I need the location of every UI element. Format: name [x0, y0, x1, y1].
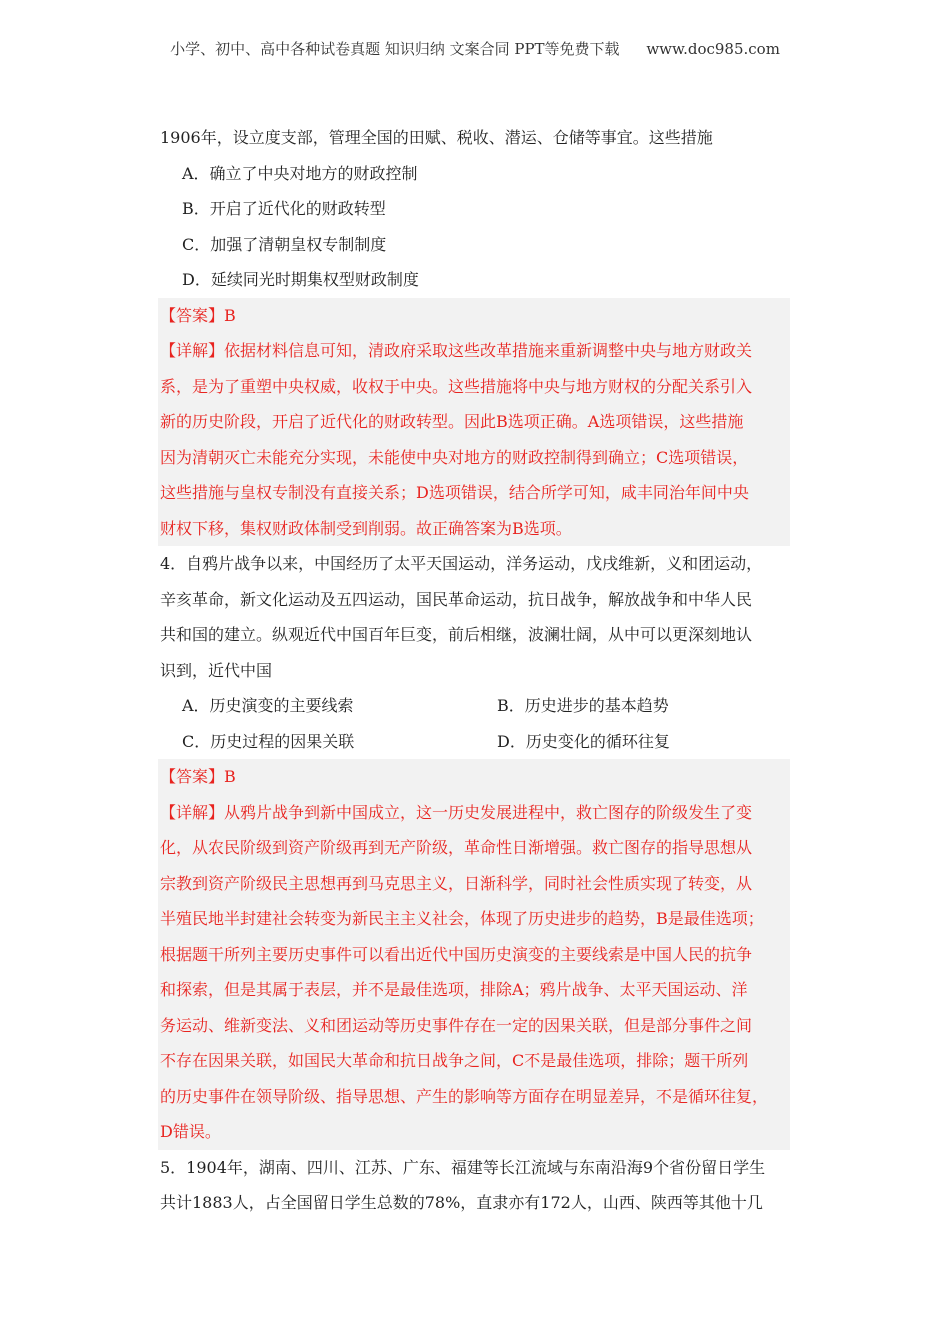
question-4-options-row-2: [160, 724, 790, 760]
header-text: 小学、初中、高中各种试卷真题 知识归纳 文案合同 PPT等免费下载: [170, 40, 620, 58]
question-4-options-row-1: [160, 688, 790, 724]
question-3-answer-block: [158, 298, 790, 547]
question-3-option-b: B．开启了近代化的财政转型: [182, 199, 386, 218]
question-3-option-c: C．加强了清朝皇权专制制度: [182, 234, 387, 254]
question-3-option-a: A．确立了中央对地方的财政控制: [182, 163, 418, 183]
question-4-stem-line: 辛亥革命，新文化运动及五四运动，国民革命运动，抗日战争，解放战争和中华人民: [160, 589, 753, 609]
question-4-detail-line: 和探索，但是其属于表层，并不是最佳选项，排除A；鸦片战争、太平天国运动、洋: [160, 980, 748, 999]
question-4-detail-line: 化，从农民阶级到资产阶级再到无产阶级，革命性日渐增强。救亡图存的指导思想从: [160, 838, 753, 857]
question-4-stem-line: 4．自鸦片战争以来，中国经历了太平天国运动，洋务运动，戊戌维新，义和团运动，: [160, 554, 763, 573]
question-3-detail-line: 财权下移，集权财政体制受到削弱。故正确答案为B选项。: [160, 518, 572, 538]
question-4-answer-block: [158, 759, 790, 1150]
question-4-detail-line: 不存在因果关联，如国民大革命和抗日战争之间，C不是最佳选项，排除；题干所列: [160, 1051, 749, 1070]
header-site: www.doc985.com: [646, 40, 780, 58]
question-3-stem: 1906年，设立度支部，管理全国的田赋、税收、潜运、仓储等事宜。这些措施: [160, 128, 713, 147]
question-3: [160, 120, 790, 546]
question-4-stem-line: 共和国的建立。纵观近代中国百年巨变，前后相继，波澜壮阔，从中可以更深刻地认: [160, 625, 753, 644]
question-3-detail-line: 因为清朝灭亡未能充分实现，未能使中央对地方的财政控制得到确立；C选项错误，: [160, 447, 749, 467]
question-4-detail-line: 的历史事件在领导阶级、指导思想、产生的影响等方面存在明显差异，不是循环往复，: [160, 1086, 769, 1106]
question-4-detail-line: 务运动、维新变法、义和团运动等历史事件存在一定的因果关联，但是部分事件之间: [160, 1015, 753, 1035]
question-4-detail-line: 半殖民地半封建社会转变为新民主主义社会，体现了历史进步的趋势，B是最佳选项；: [160, 909, 764, 928]
question-4-stem-line: 识到，近代中国: [160, 660, 273, 680]
page-header: [0, 38, 950, 59]
question-3-answer: 【答案】B: [160, 305, 236, 325]
question-3-detail-line: 【详解】依据材料信息可知，清政府采取这些改革措施来重新调整中央与地方财政关: [160, 341, 753, 360]
question-4-option-d: D．历史变化的循环往复: [497, 731, 670, 751]
question-3-detail-line: 新的历史阶段，开启了近代化的财政转型。因此B选项正确。A选项错误，这些措施: [160, 412, 744, 431]
question-5-stem-line: 5．1904年，湖南、四川、江苏、广东、福建等长江流域与东南沿海9个省份留日学生: [160, 1157, 766, 1177]
question-4-option-a: A．历史演变的主要线索: [182, 696, 354, 715]
question-3-detail-line: 系，是为了重塑中央权威，收权于中央。这些措施将中央与地方财权的分配关系引入: [160, 376, 753, 396]
question-4: [160, 546, 790, 1150]
question-4-option-b: B．历史进步的基本趋势: [497, 696, 669, 715]
question-4-option-c: C．历史过程的因果关联: [182, 731, 355, 751]
question-4-detail-line: D错误。: [160, 1122, 221, 1141]
question-3-option-d: D．延续同光时期集权型财政制度: [182, 270, 419, 289]
question-4-detail-line: 宗教到资产阶级民主思想再到马克思主义，日渐科学，同时社会性质实现了转变，从: [160, 873, 753, 893]
question-4-detail-line: 根据题干所列主要历史事件可以看出近代中国历史演变的主要线索是中国人民的抗争: [160, 944, 753, 964]
question-4-answer: 【答案】B: [160, 767, 236, 786]
question-5: [160, 1150, 790, 1221]
question-5-stem-line: 共计1883人，占全国留日学生总数的78%，直隶亦有172人，山西、陕西等其他十几: [160, 1193, 763, 1212]
document-body: [160, 120, 790, 1221]
question-3-detail-line: 这些措施与皇权专制没有直接关系；D选项错误，结合所学可知，咸丰同治年间中央: [160, 483, 749, 502]
question-4-detail-line: 【详解】从鸦片战争到新中国成立，这一历史发展进程中，救亡图存的阶级发生了变: [160, 802, 753, 822]
